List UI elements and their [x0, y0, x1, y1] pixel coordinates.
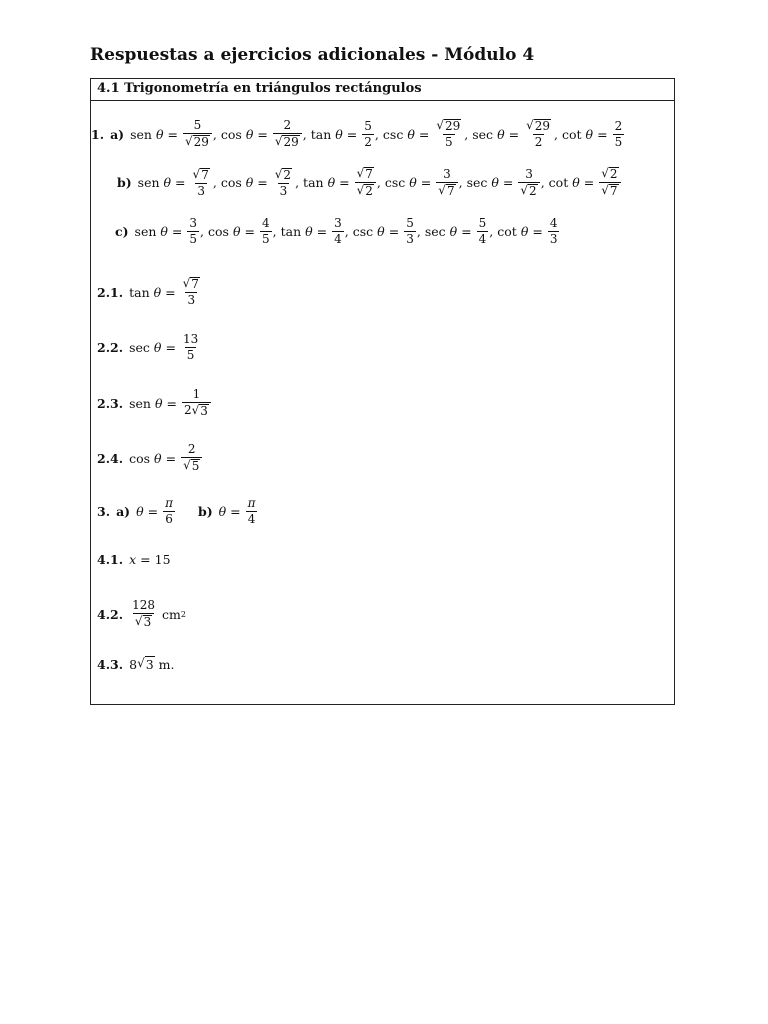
fn-name: tan	[280, 224, 302, 240]
fraction: $\frac{4}{5}$	[261, 216, 270, 247]
fn-name: sen	[129, 395, 151, 411]
fraction: 128 √ 3	[132, 598, 156, 630]
fraction: 3 √ 7	[436, 168, 457, 198]
fraction: 2 √ 5	[181, 443, 202, 473]
q3-line: 3. a) θ = $\frac{\pi}{6}$ b) θ = $\frac{\pi}{4}$	[97, 496, 256, 527]
q1-b-label: b)	[117, 175, 132, 191]
fraction: √ 7 3	[192, 166, 209, 198]
q2-4-line: 2.4. cos θ = 2 √ 5	[97, 443, 203, 473]
q1-c-label: c)	[115, 224, 129, 240]
q4-3-line: 4.3. 8 √ 3 m.	[97, 656, 175, 672]
equals: =	[167, 126, 178, 142]
fn-name: sec	[424, 224, 446, 240]
q1-label: 1.	[91, 126, 105, 142]
fn-name: cos	[208, 224, 229, 240]
q4-3-label: 4.3.	[97, 656, 124, 672]
fn-name: sen	[137, 175, 160, 191]
fraction: √ 7 3	[182, 276, 199, 308]
q4-2-line: 4.2. 128 √ 3 cm 2	[97, 598, 186, 630]
q4-1-label: 4.1.	[97, 552, 124, 567]
answers-box	[90, 78, 675, 705]
q2-2-line: 2.2. sec θ = $\frac{13}{5}$	[97, 332, 199, 363]
fn-name: cos	[220, 175, 242, 191]
fn-name: sec	[466, 175, 488, 191]
fraction: $\frac{5}{4}$	[478, 216, 487, 247]
section-header: 4.1 Trigonometría en triángulos rectángulos	[91, 79, 674, 101]
fn-name: tan	[303, 175, 324, 191]
q4-2-label: 4.2.	[97, 606, 124, 622]
fraction: $\frac{3}{5}$	[189, 216, 198, 247]
fraction: √ 29 5	[436, 118, 461, 150]
q2-1-label: 2.1.	[97, 284, 124, 300]
fn-name: csc	[384, 175, 406, 191]
q1-a-label: a)	[110, 126, 125, 142]
fraction: $\frac{2}{5}$	[614, 118, 623, 149]
fn-name: csc	[352, 224, 374, 240]
fraction: $\frac{4}{3}$	[549, 216, 558, 247]
q1-a-line: 1. a) sen θ = 5 √ 29 , cos θ = 2 √ 29 , tan θ = $\frac{5}{2}$ , csc θ = √ 29 5 , sec θ = √ 29 2 , cot θ = $\frac{2}{5}$	[91, 118, 623, 150]
fn-name: cot	[562, 126, 582, 142]
fn-name: sec	[472, 126, 494, 142]
q2-1-line: 2.1. tan θ = √ 7 3	[97, 277, 203, 307]
q2-2-label: 2.2.	[97, 340, 124, 356]
fraction: 5 √ 29	[183, 119, 212, 149]
fraction: √ 29 2	[526, 118, 551, 150]
q2-3-label: 2.3.	[97, 395, 124, 411]
q1-c-line: c) sen θ = $\frac{3}{5}$ , cos θ = $\frac{4}{5}$ , tan θ = $\frac{3}{4}$ , csc θ = $\frac{5}{3}$ , sec θ = $\frac{5}{4}$ , cot θ = $\frac{4}{3}$	[115, 216, 558, 247]
fraction: $\frac{5}{2}$	[364, 118, 372, 149]
fn-name: sen	[130, 126, 152, 142]
q2-4-label: 2.4.	[97, 450, 124, 466]
q3-b-label: b)	[197, 504, 213, 520]
fraction: $\frac{\pi}{4}$	[247, 496, 256, 527]
page-title: Respuestas a ejercicios adicionales - Módulo 4	[90, 45, 535, 65]
fraction: $\frac{13}{5}$	[182, 332, 199, 363]
fraction: $\frac{5}{3}$	[406, 216, 414, 247]
fraction: 2 √ 29	[273, 119, 302, 149]
fn-name: cot	[497, 224, 517, 240]
fraction: √ 2 3	[274, 166, 292, 198]
q4-1-line: 4.1. x = 15	[97, 552, 171, 567]
fn-name: tan	[310, 126, 332, 142]
fraction: 3 √ 2	[518, 168, 539, 198]
fn-name: csc	[382, 126, 404, 142]
fn-name: cos	[220, 126, 242, 142]
fraction: √ 7 √ 2	[355, 167, 376, 198]
q3-a-label: a)	[116, 504, 131, 520]
q1-b-line: b) sen θ = √ 7 3 , cos θ = √ 2 3 , tan θ = √ 7 √ 2 , csc θ = 3 √ 7 , sec θ = 3 √ 2 , cot θ = √ 2 √ 7	[117, 167, 622, 198]
theta: θ	[155, 126, 164, 142]
q2-3-line: 2.3. sen θ = 1 2 √ 3	[97, 388, 212, 418]
fn-name: sec	[129, 340, 150, 356]
fn-name: cot	[548, 175, 569, 191]
fraction: $\frac{3}{4}$	[334, 216, 342, 247]
fn-name: sen	[134, 224, 157, 240]
fn-name: cos	[129, 450, 151, 466]
fraction: $\frac{\pi}{6}$	[165, 496, 173, 527]
fraction: 1 2 √ 3	[182, 388, 211, 418]
fn-name: tan	[129, 284, 150, 300]
fraction: √ 2 √ 7	[599, 167, 620, 198]
q3-label: 3.	[97, 504, 111, 520]
